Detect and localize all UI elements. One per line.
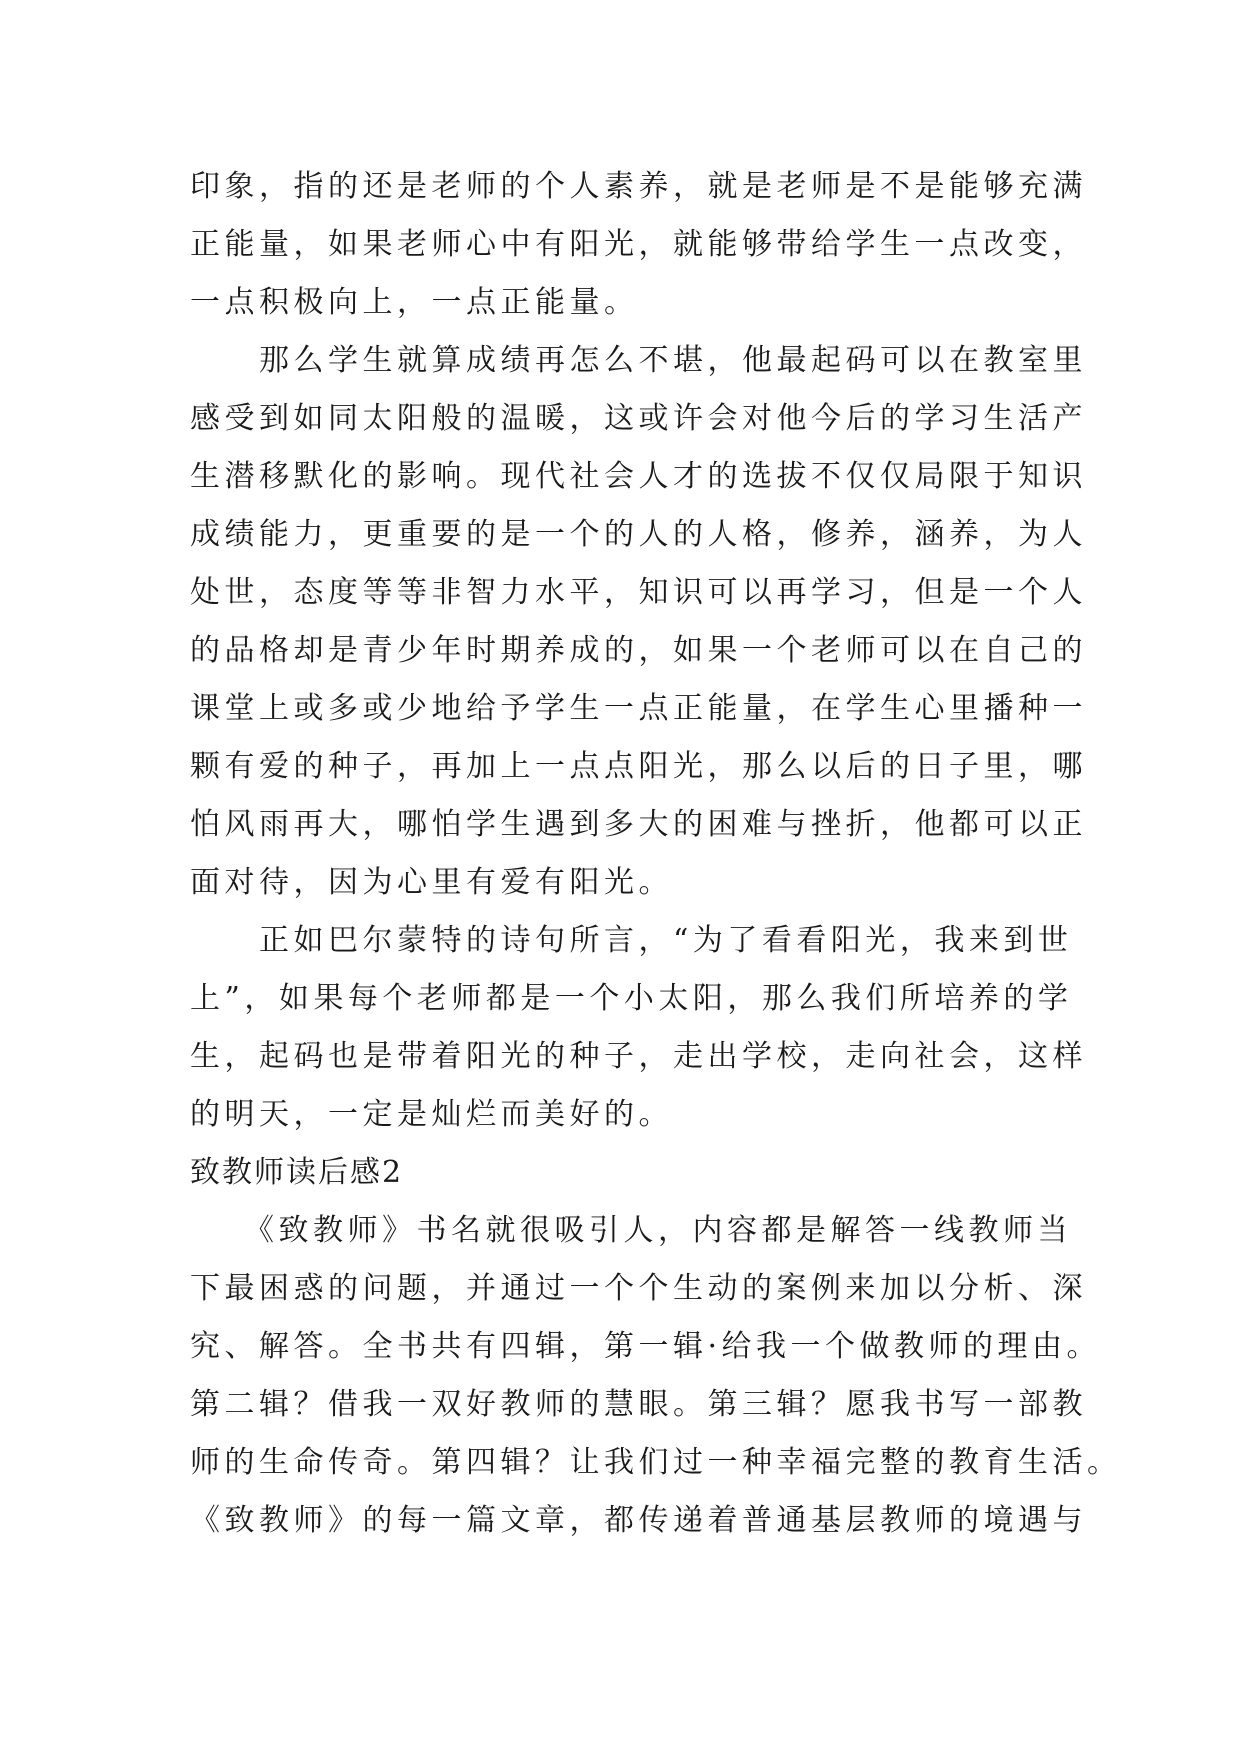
section-heading: 致教师读后感2 — [190, 1155, 404, 1190]
text-line: 成绩能力，更重要的是一个的人的人格，修养，涵养，为人 — [190, 517, 1087, 552]
text-line: 正能量，如果老师心中有阳光，就能够带给学生一点改变， — [190, 227, 1087, 262]
text-line: 师的生命传奇。第四辑？让我们过一种幸福完整的教育生活。 — [190, 1445, 1122, 1480]
text-line: 印象，指的还是老师的个人素养，就是老师是不是能够充满 — [190, 169, 1087, 204]
document-body — [190, 158, 1122, 1550]
text-line: 那么学生就算成绩再怎么不堪，他最起码可以在教室里 — [190, 343, 1087, 378]
text-line: 感受到如同太阳般的温暖，这或许会对他今后的学习生活产 — [190, 401, 1087, 436]
text-line: 《致教师》的每一篇文章，都传递着普通基层教师的境遇与 — [190, 1503, 1087, 1538]
text-line: 的明天，一定是灿烂而美好的。 — [190, 1097, 673, 1132]
text-line: 正如巴尔蒙特的诗句所言，“为了看看阳光，我来到世 — [190, 923, 1073, 958]
text-line: 面对待，因为心里有爱有阳光。 — [190, 865, 673, 900]
text-line: 下最困惑的问题，并通过一个个生动的案例来加以分析、深 — [190, 1271, 1087, 1306]
text-line: 处世，态度等等非智力水平，知识可以再学习，但是一个人 — [190, 575, 1087, 610]
text-line: 的品格却是青少年时期养成的，如果一个老师可以在自己的 — [190, 633, 1087, 668]
text-line: 上”，如果每个老师都是一个小太阳，那么我们所培养的学 — [190, 981, 1073, 1016]
text-line: 怕风雨再大，哪怕学生遇到多大的困难与挫折，他都可以正 — [190, 807, 1087, 842]
text-line: 一点积极向上，一点正能量。 — [190, 285, 639, 320]
text-line: 颗有爱的种子，再加上一点点阳光，那么以后的日子里，哪 — [190, 749, 1087, 784]
text-line: 究、解答。全书共有四辑，第一辑·给我一个做教师的理由。 — [190, 1329, 1102, 1364]
text-line: 生潜移默化的影响。现代社会人才的选拔不仅仅局限于知识 — [190, 459, 1087, 494]
text-line: 课堂上或多或少地给予学生一点正能量，在学生心里播种一 — [190, 691, 1087, 726]
text-line: 生，起码也是带着阳光的种子，走出学校，走向社会，这样 — [190, 1039, 1087, 1074]
text-line: 第二辑？借我一双好教师的慧眼。第三辑？愿我书写一部教 — [190, 1387, 1087, 1422]
text-line: 《致教师》书名就很吸引人，内容都是解答一线教师当 — [190, 1213, 1072, 1248]
